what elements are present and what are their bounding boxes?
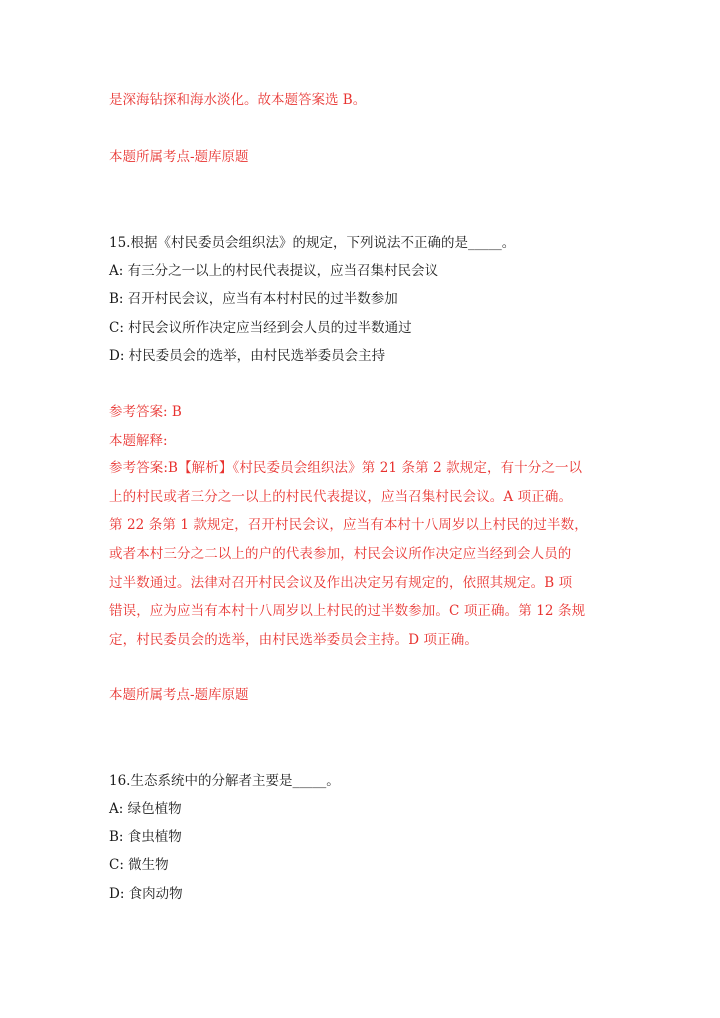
question-16-option-d: D: 食肉动物 — [109, 886, 183, 902]
question-15-explain-title: 本题解释: — [109, 433, 168, 449]
question-15-option-d: D: 村民委员会的选举，由村民选举委员会主持 — [109, 348, 386, 364]
question-16-option-b: B: 食虫植物 — [109, 829, 182, 845]
question-16-option-c: C: 微生物 — [109, 857, 169, 873]
explanation-line: 或者本村三分之二以上的户的代表参加，村民会议所作决定应当经到会人员的 — [109, 546, 572, 563]
question-15-option-a: A: 有三分之一以上的村民代表提议，应当召集村民会议 — [109, 263, 439, 279]
question-16-option-a: A: 绿色植物 — [109, 801, 182, 817]
question-15-option-c: C: 村民会议所作决定应当经到会人员的过半数通过 — [109, 320, 412, 336]
question-15-explanation — [109, 454, 615, 655]
previous-question-source: 本题所属考点-题库原题 — [109, 149, 249, 165]
explanation-line: 参考答案:B【解析】《村民委员会组织法》第 21 条第 2 款规定，有十分之一以 — [109, 460, 583, 476]
question-16-stem: 16.生态系统中的分解者主要是_____。 — [109, 773, 340, 789]
question-15-answer: 参考答案: B — [109, 404, 182, 420]
explanation-line: 错误，应为应当有本村十八周岁以上村民的过半数参加。C 项正确。第 12 条规 — [109, 603, 586, 620]
explanation-line: 第 22 条第 1 款规定，召开村民会议，应当有本村十八周岁以上村民的过半数， — [109, 517, 588, 534]
previous-explanation-tail: 是深海钻探和海水淡化。故本题答案选 B。 — [109, 92, 367, 108]
question-15-stem: 15.根据《村民委员会组织法》的规定，下列说法不正确的是_____。 — [109, 235, 516, 251]
explanation-line: 定，村民委员会的选举，由村民选举委员会主持。D 项正确。 — [109, 632, 478, 649]
question-15-option-b: B: 召开村民会议，应当有本村村民的过半数参加 — [109, 291, 398, 307]
question-15-source: 本题所属考点-题库原题 — [109, 687, 249, 703]
explanation-line: 上的村民或者三分之一以上的村民代表提议，应当召集村民会议。A 项正确。 — [109, 488, 573, 505]
explanation-line: 过半数通过。法律对召开村民会议及作出决定另有规定的，依照其规定。B 项 — [109, 574, 573, 591]
